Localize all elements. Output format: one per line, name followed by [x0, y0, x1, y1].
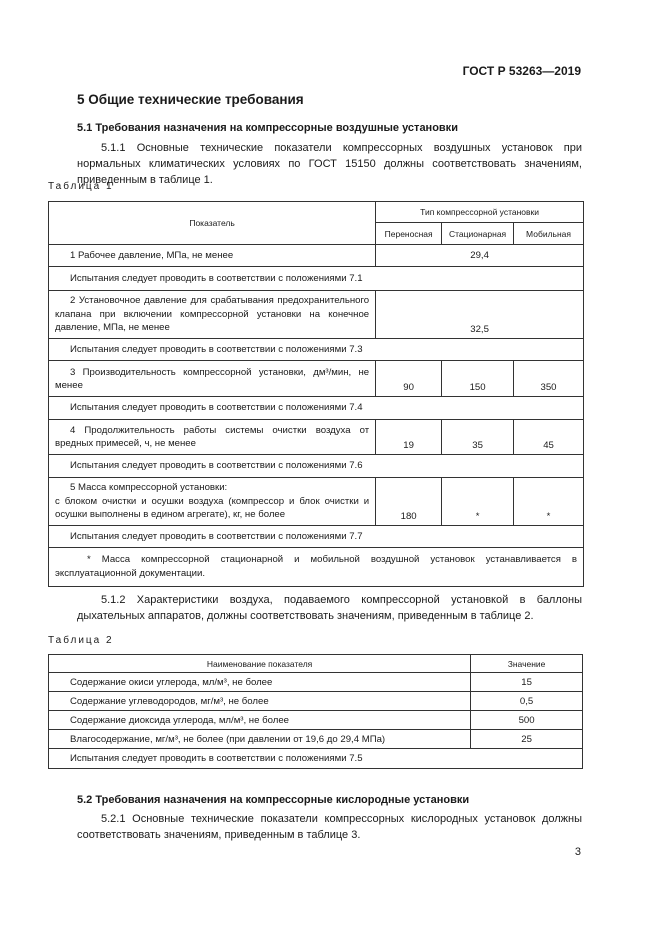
table1-row2-note: Испытания следует проводить в соответствии с положениями 7.3: [49, 338, 584, 360]
table2-row-value: 500: [471, 711, 583, 730]
table2-caption: Таблица 2: [48, 635, 114, 646]
table1-row4-stationary: 35: [442, 419, 514, 454]
table1-caption: Таблица 1: [48, 181, 114, 192]
paragraph-5-2-1: 5.2.1 Основные технические показатели компрессорных кислородных установок должны соответствовать значениям, приведенным в таблице 3.: [77, 813, 582, 841]
table2-row-label: Содержание окиси углерода, мл/м³, не более: [49, 673, 471, 692]
table1-row4-label: 4 Продолжительность работы системы очистки воздуха от вредных примесей, ч, не менее: [49, 419, 376, 454]
table1-row3-note: Испытания следует проводить в соответствии с положениями 7.4: [49, 396, 584, 419]
table-2: [48, 654, 583, 769]
table1-row3-mobile: 350: [514, 360, 584, 396]
table2-row-value: 25: [471, 730, 583, 749]
table1-header-stationary: Стационарная: [442, 223, 514, 245]
table1-row3-stationary: 150: [442, 360, 514, 396]
table2-note: Испытания следует проводить в соответствии с положениями 7.5: [49, 749, 583, 769]
table2-header-name: Наименование показателя: [49, 655, 471, 673]
table1-row1-label: 1 Рабочее давление, МПа, не менее: [49, 245, 376, 267]
table2-row-label: Содержание диоксида углерода, мл/м³, не более: [49, 711, 471, 730]
document-code: ГОСТ Р 53263—2019: [462, 64, 581, 78]
subsection-title-5-2: 5.2 Требования назначения на компрессорные кислородные установки: [77, 794, 470, 806]
table2-header-value: Значение: [471, 655, 583, 673]
table1-row5-stationary: *: [442, 477, 514, 525]
table1-row5-label-b: с блоком очистки и осушки воздуха (компрессор и блок очистки и осушки выполнены в едином агрегате), кг, не более: [55, 495, 370, 520]
table1-row2-value: 32,5: [376, 291, 584, 339]
table1-row5-label: [49, 477, 376, 525]
table1-row4-portable: 19: [376, 419, 442, 454]
table-1: [48, 201, 584, 587]
table1-header-type: Тип компрессорной установки: [376, 202, 584, 223]
paragraph-5-1-1: 5.1.1 Основные технические показатели компрессорных воздушных установок при нормальных климатических условиях по ГОСТ 15150 должны соответствовать значениям, приведенным в таблице 1.: [77, 142, 582, 186]
subsection-title-5-1: 5.1 Требования назначения на компрессорные воздушные установки: [77, 122, 458, 134]
table1-row1-note: Испытания следует проводить в соответствии с положениями 7.1: [49, 267, 584, 291]
table1-row5-note: Испытания следует проводить в соответствии с положениями 7.7: [49, 525, 584, 547]
table1-row4-note: Испытания следует проводить в соответствии с положениями 7.6: [49, 454, 584, 477]
page-number: 3: [574, 846, 581, 858]
table2-row-value: 0,5: [471, 692, 583, 711]
table1-row5-label-a: 5 Масса компрессорной установки:: [70, 482, 228, 493]
table1-row3-portable: 90: [376, 360, 442, 396]
table1-header-mobile: Мобильная: [514, 223, 584, 245]
paragraph-5-1-2: 5.1.2 Характеристики воздуха, подаваемого компрессорной установкой в баллоны дыхательных аппаратов, должны соответствовать значениям, приведенным в таблице 2.: [77, 594, 582, 622]
section-title: 5 Общие технические требования: [77, 92, 304, 107]
table1-row5-portable: 180: [376, 477, 442, 525]
table1-footnote: * Масса компрессорной стационарной и мобильной воздушной установок устанавливается в эксплуатационной документации.: [49, 547, 584, 586]
table1-row3-label: 3 Производительность компрессорной установки, дм³/мин, не менее: [49, 360, 376, 396]
table1-header-portable: Переносная: [376, 223, 442, 245]
table1-row1-value: 29,4: [376, 245, 584, 267]
table1-header-indicator: Показатель: [49, 202, 376, 245]
table1-row5-mobile: *: [514, 477, 584, 525]
table2-row-label: Влагосодержание, мг/м³, не более (при давлении от 19,6 до 29,4 МПа): [49, 730, 471, 749]
table1-row2-label: 2 Установочное давление для срабатывания предохранительного клапана при включении компрессорной установки на конечное давление, МПа, не менее: [49, 291, 376, 339]
table2-row-value: 15: [471, 673, 583, 692]
table1-row4-mobile: 45: [514, 419, 584, 454]
table2-row-label: Содержание углеводородов, мг/м³, не более: [49, 692, 471, 711]
